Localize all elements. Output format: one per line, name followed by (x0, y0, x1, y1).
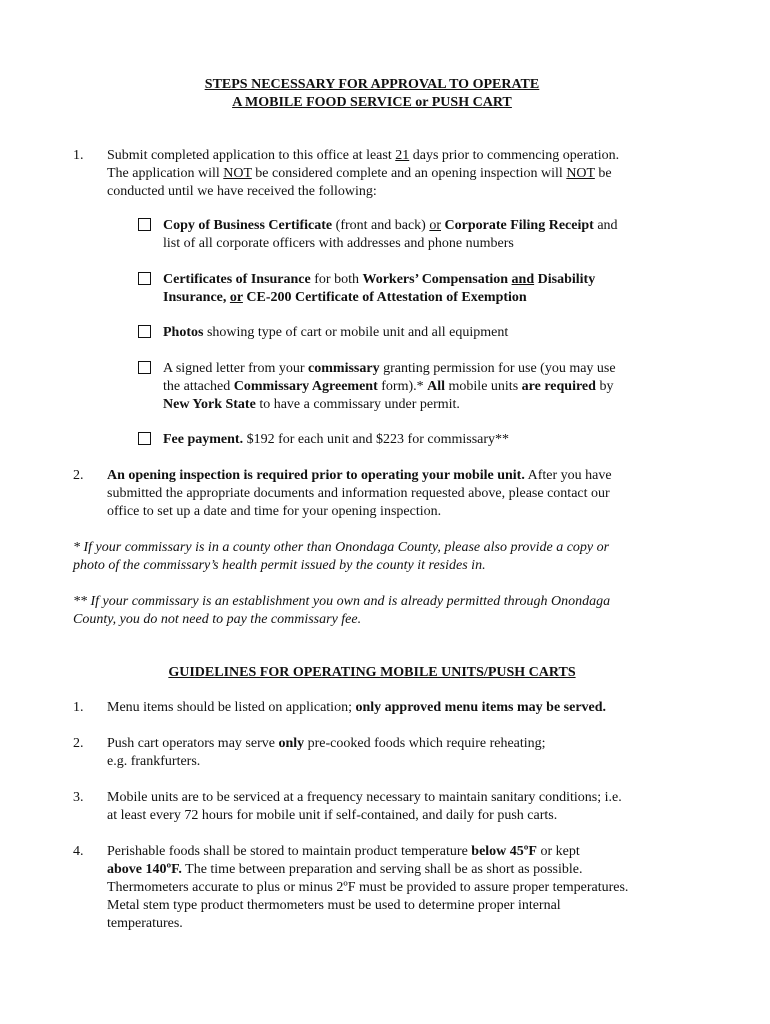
step-2-text: An opening inspection is required prior to operating your mobile unit. After you have submitted the appropriate documents and information requested above, please contact our office to set up a date and time for your opening inspection. (107, 468, 612, 519)
footnote-commissary-fee: ** If your commissary is an establishment you own and is already permitted through Onondaga County, you do not need to pay the commissary fee. (73, 594, 611, 627)
guideline-3-text: Mobile units are to be serviced at a frequency necessary to maintain sanitary conditions; i.e. at least every 72 hours for mobile unit if self-contained, and daily for push carts. (107, 790, 622, 823)
guideline-2-text: Push cart operators may serve only pre-cooked foods which require reheating; e.g. frankfurters. (107, 736, 546, 769)
checkbox-insurance[interactable] (138, 272, 151, 285)
guideline-1-text: Menu items should be listed on application; only approved menu items may be served. (107, 700, 607, 715)
guideline-3-number: 3. (73, 790, 84, 805)
checkbox-photos[interactable] (138, 325, 151, 338)
guideline-4-text: Perishable foods shall be stored to maintain product temperature below 45ºF or kept above 140ºF. The time between preparation and serving shall be as short as possible. Thermometers accurate to plus or minus 2ºF must be provided to assure proper temperatures. Metal stem type product thermometers must be used to determine proper internal temperatures. (107, 844, 629, 931)
checklist-text: Photos showing type of cart or mobile unit and all equipment (163, 325, 509, 340)
checklist-text: A signed letter from your commissary granting permission for use (you may use the attached Commissary Agreement form).* All mobile units are required by New York State to have a commissary under permit. (163, 361, 616, 412)
checkbox-fee-payment[interactable] (138, 432, 151, 445)
title-line-2: A MOBILE FOOD SERVICE or PUSH CART (232, 95, 512, 110)
guideline-4-number: 4. (73, 844, 84, 859)
checkbox-business-certificate[interactable] (138, 218, 151, 231)
checklist-text: Certificates of Insurance for both Workers’ Compensation and Disability Insurance, or CE-200 Certificate of Attestation of Exemption (163, 272, 596, 305)
page-title (0, 76, 744, 112)
step-1-number: 1. (73, 148, 84, 163)
step-1-text: Submit completed application to this office at least 21 days prior to commencing operation. The application will NOT be considered complete and an opening inspection will NOT be conducted until we have received the following: (107, 148, 620, 199)
title-line-1: STEPS NECESSARY FOR APPROVAL TO OPERATE (204, 77, 540, 92)
guidelines-heading: GUIDELINES FOR OPERATING MOBILE UNITS/PUSH CARTS (168, 665, 576, 680)
checklist-text: Copy of Business Certificate (front and back) or Corporate Filing Receipt and list of all corporate officers with addresses and phone numbers (163, 218, 618, 251)
footnote-commissary-county: * If your commissary is in a county other than Onondaga County, please also provide a copy or photo of the commissary’s health permit issued by the county it resides in. (73, 540, 610, 573)
checklist-text: Fee payment. $192 for each unit and $223 for commissary** (163, 432, 510, 447)
guideline-1-number: 1. (73, 700, 84, 715)
step-2-number: 2. (73, 468, 84, 483)
guideline-2-number: 2. (73, 736, 84, 751)
checkbox-commissary-letter[interactable] (138, 361, 151, 374)
